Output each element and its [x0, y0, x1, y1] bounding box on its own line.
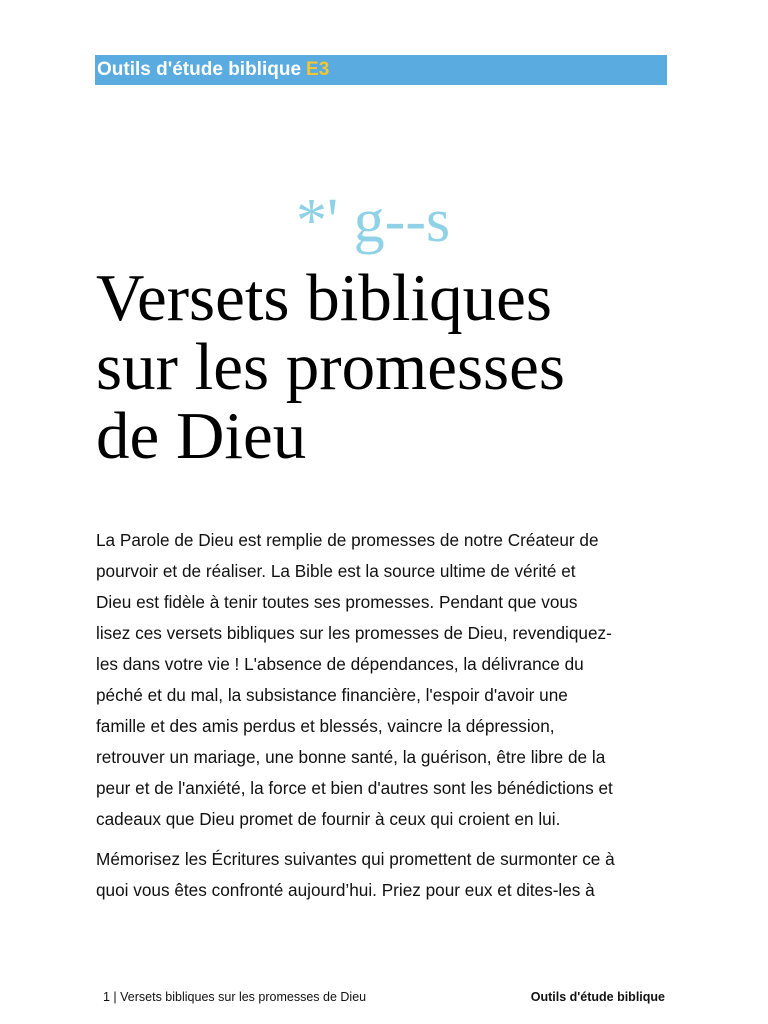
title-line: Versets bibliques — [96, 261, 552, 335]
text-line: cadeaux que Dieu promet de fournir à ceux qui croient en lui. — [96, 809, 561, 829]
text-line: quoi vous êtes confronté aujourd’hui. Priez pour eux et dites-les à — [96, 880, 595, 900]
page-title — [96, 261, 696, 473]
title-line: de Dieu — [96, 399, 307, 473]
text-line: La Parole de Dieu est remplie de promesses de notre Créateur de — [96, 530, 599, 550]
text-line: péché et du mal, la subsistance financière, l'espoir d'avoir une — [96, 685, 568, 705]
text-line: pourvoir et de réaliser. La Bible est la source ultime de vérité et — [96, 561, 576, 581]
text-line: lisez ces versets bibliques sur les promesses de Dieu, revendiquez- — [96, 623, 612, 643]
logo-glyphs: *' g--s — [296, 187, 451, 255]
text-line: les dans votre vie ! L'absence de dépendances, la délivrance du — [96, 654, 584, 674]
header-bar — [95, 55, 667, 85]
footer-brand: Outils d'étude biblique — [530, 990, 665, 1004]
text-line: famille et des amis perdus et blessés, vaincre la dépression, — [96, 716, 555, 736]
intro-paragraph — [96, 525, 671, 835]
body-text — [96, 525, 671, 906]
paragraph-spacer — [96, 835, 671, 844]
title-line: sur les promesses — [96, 330, 565, 404]
footer-page-label: 1 | Versets bibliques sur les promesses de Dieu — [103, 990, 367, 1004]
header-code: E3 — [306, 59, 330, 80]
text-line: retrouver un mariage, une bonne santé, la guérison, être libre de la — [96, 747, 606, 767]
second-paragraph — [96, 844, 671, 906]
text-line: Mémorisez les Écritures suivantes qui promettent de surmonter ce à — [96, 849, 615, 869]
text-line: Dieu est fidèle à tenir toutes ses promesses. Pendant que vous — [96, 592, 578, 612]
text-line: peur et de l'anxiété, la force et bien d'autres sont les bénédictions et — [96, 778, 613, 798]
header-title: Outils d'étude biblique — [97, 59, 302, 80]
